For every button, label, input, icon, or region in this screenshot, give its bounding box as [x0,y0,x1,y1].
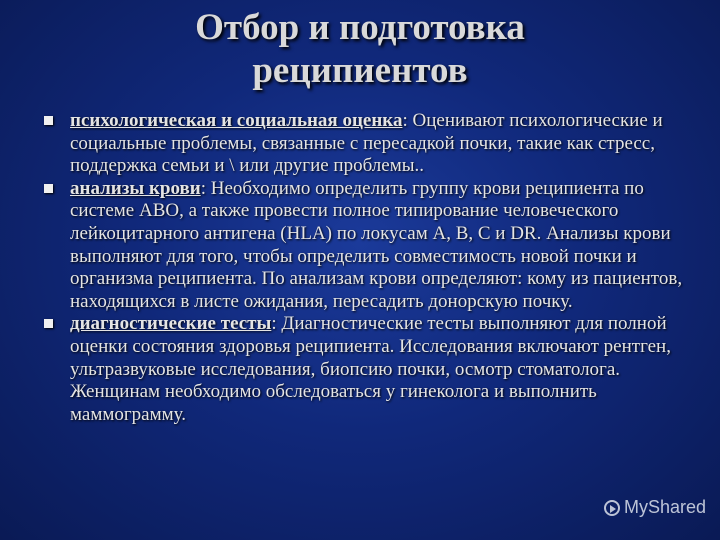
bullet-list [38,110,688,426]
slide-title-line-1: Отбор и подготовка [195,7,525,48]
slide-title-line-2: реципиентов [252,50,468,91]
watermark-text: MyShared [623,497,706,517]
bullet-item-blood-tests [38,178,688,314]
bullet-item-diagnostic-tests [38,313,688,426]
bullet-square-icon [44,184,53,193]
bullet-term: диагностические тесты [70,313,272,335]
bullet-square-icon [44,116,53,125]
bullet-text: : Необходимо определить группу крови реципиента по системе ABO, а также провести полное типирование человеческого лейкоцитарного антигена (HLA) по локусам A, B, C и DR. Анализы крови выполняют для того, чтобы определить совместимость новой почки и организма реципиента. По анализам крови определяют: кому из пациентов, находящихся в листе ожидания, пересадить донорскую почку. [70,177,683,312]
slide-title [0,6,720,92]
bullet-term: психологическая и социальная оценка [70,110,403,131]
watermark [604,497,706,518]
play-circle-icon [604,500,620,516]
bullet-term: анализы крови [70,177,201,199]
bullet-square-icon [44,319,53,328]
bullet-item-psych-social [38,110,688,178]
bullet-text: : Оценивают психологические и социальные проблемы, связанные с пересадкой почки, такие как стресс, поддержка семьи и \ или другие проблемы.. [70,110,663,177]
bullet-text: : Диагностические тесты выполняют для полной оценки состояния здоровья реципиента. Исследования включают рентген, ультразвуковые исследования, биопсию почки, осмотр стоматолога. Женщинам необходимо обследоваться у гинеколога и выполнить маммограмму. [70,313,671,425]
